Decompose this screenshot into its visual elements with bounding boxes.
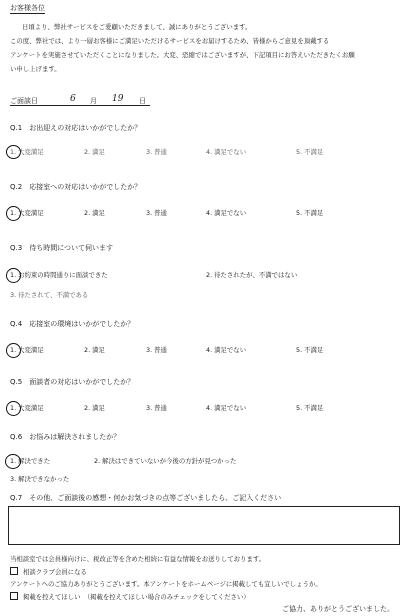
q7-title: Q.7 その他、ご面談後の感想・何かお気づきの点等ございましたら、ご記入ください xyxy=(10,494,282,502)
q5-option-4[interactable]: 4. 満足でない xyxy=(206,404,247,412)
visit-month-unit: 月 xyxy=(90,97,97,105)
publish-checkbox[interactable] xyxy=(10,592,18,600)
q5-option-3[interactable]: 3. 普通 xyxy=(146,404,167,412)
q4-option-1[interactable]: 1. 大変満足 xyxy=(10,346,44,354)
q6-option-1[interactable]: 1. 解決できた xyxy=(10,457,51,465)
publish-checkbox-label: 掲載を控えてほしい （掲載を控えてほしい場合のみチェックをしてください） xyxy=(23,593,250,601)
club-checkbox[interactable] xyxy=(10,567,18,575)
q4-option-5[interactable]: 5. 不満足 xyxy=(296,346,324,354)
intro-line-3: アンケートを実施させていただくことになりました。大変、恐縮ではございますが、下記項目にお答えいただきたくお願 xyxy=(10,51,355,59)
salutation: お客様各位 xyxy=(10,4,45,12)
q1-option-5[interactable]: 5. 不満足 xyxy=(296,148,324,156)
q6-option-2[interactable]: 2. 解決はできていないが今後の方針が見つかった xyxy=(94,457,237,465)
q5-option-2[interactable]: 2. 満足 xyxy=(84,404,105,412)
intro-line-2: この度、弊社では、より一層お客様にご満足いただけるサービスをお届けするため、皆様からご意見を頂戴する xyxy=(10,37,330,45)
q1-title: Q.1 お出迎えの対応はいかがでしたか？ xyxy=(10,124,142,132)
q2-option-2[interactable]: 2. 満足 xyxy=(84,209,105,217)
q3-option-1[interactable]: 1. お約束の時間通りに面談できた xyxy=(10,271,108,279)
q3-option-3[interactable]: 3. 待たされて、不満である xyxy=(10,291,89,299)
publish-text: アンケートへのご協力ありがとうございます。本アンケートをホームページに掲載しても宜しいでしょうか。 xyxy=(10,580,322,588)
q1-option-2[interactable]: 2. 満足 xyxy=(84,148,105,156)
visit-day-unit: 日 xyxy=(139,97,146,105)
q1-option-3[interactable]: 3. 普通 xyxy=(146,148,167,156)
q3-option-2[interactable]: 2. 待たされたが、不満ではない xyxy=(206,271,298,279)
visit-month-value[interactable]: 6 xyxy=(70,94,76,104)
visit-day-value[interactable]: 19 xyxy=(112,94,124,104)
club-text: 当相談室では会員様向けに、税改正等を含めた相続に有益な情報をお送りしております。 xyxy=(10,555,266,563)
q4-option-3[interactable]: 3. 普通 xyxy=(146,346,167,354)
q2-option-3[interactable]: 3. 普通 xyxy=(146,209,167,217)
q2-option-4[interactable]: 4. 満足でない xyxy=(206,209,247,217)
publish-checkbox-row[interactable] xyxy=(10,592,250,601)
q5-option-5[interactable]: 5. 不満足 xyxy=(296,404,324,412)
q7-comment-box[interactable] xyxy=(8,506,400,545)
thanks-text: ご協力、ありがとうございました。 xyxy=(282,605,394,613)
q4-option-2[interactable]: 2. 満足 xyxy=(84,346,105,354)
q2-option-5[interactable]: 5. 不満足 xyxy=(296,209,324,217)
intro-line-4: い申し上げます。 xyxy=(10,65,61,73)
q5-title: Q.5 面談者の対応はいかがでしたか？ xyxy=(10,378,135,386)
q4-title: Q.4 応接室の環境はいかがでしたか？ xyxy=(10,320,135,328)
club-checkbox-row[interactable] xyxy=(10,567,87,576)
club-checkbox-label: 相談クラブ会員になる xyxy=(23,568,87,576)
q1-option-1[interactable]: 1. 大変満足 xyxy=(10,148,44,156)
q2-option-1[interactable]: 1. 大変満足 xyxy=(10,209,44,217)
intro-line-1: 日頃より、弊社サービスをご愛顧いただきまして、誠にありがとうございます。 xyxy=(22,23,252,31)
q5-option-1[interactable]: 1. 大変満足 xyxy=(10,404,44,412)
q6-title: Q.6 お悩みは解決されましたか？ xyxy=(10,433,121,441)
q1-option-4[interactable]: 4. 満足でない xyxy=(206,148,247,156)
q3-title: Q.3 待ち時間について伺います xyxy=(10,244,114,252)
q2-title: Q.2 応接室への対応はいかがでしたか？ xyxy=(10,183,142,191)
q4-option-4[interactable]: 4. 満足でない xyxy=(206,346,247,354)
q6-option-3[interactable]: 3. 解決できなかった xyxy=(10,475,70,483)
visit-date-label: ご面談日 xyxy=(10,97,38,105)
